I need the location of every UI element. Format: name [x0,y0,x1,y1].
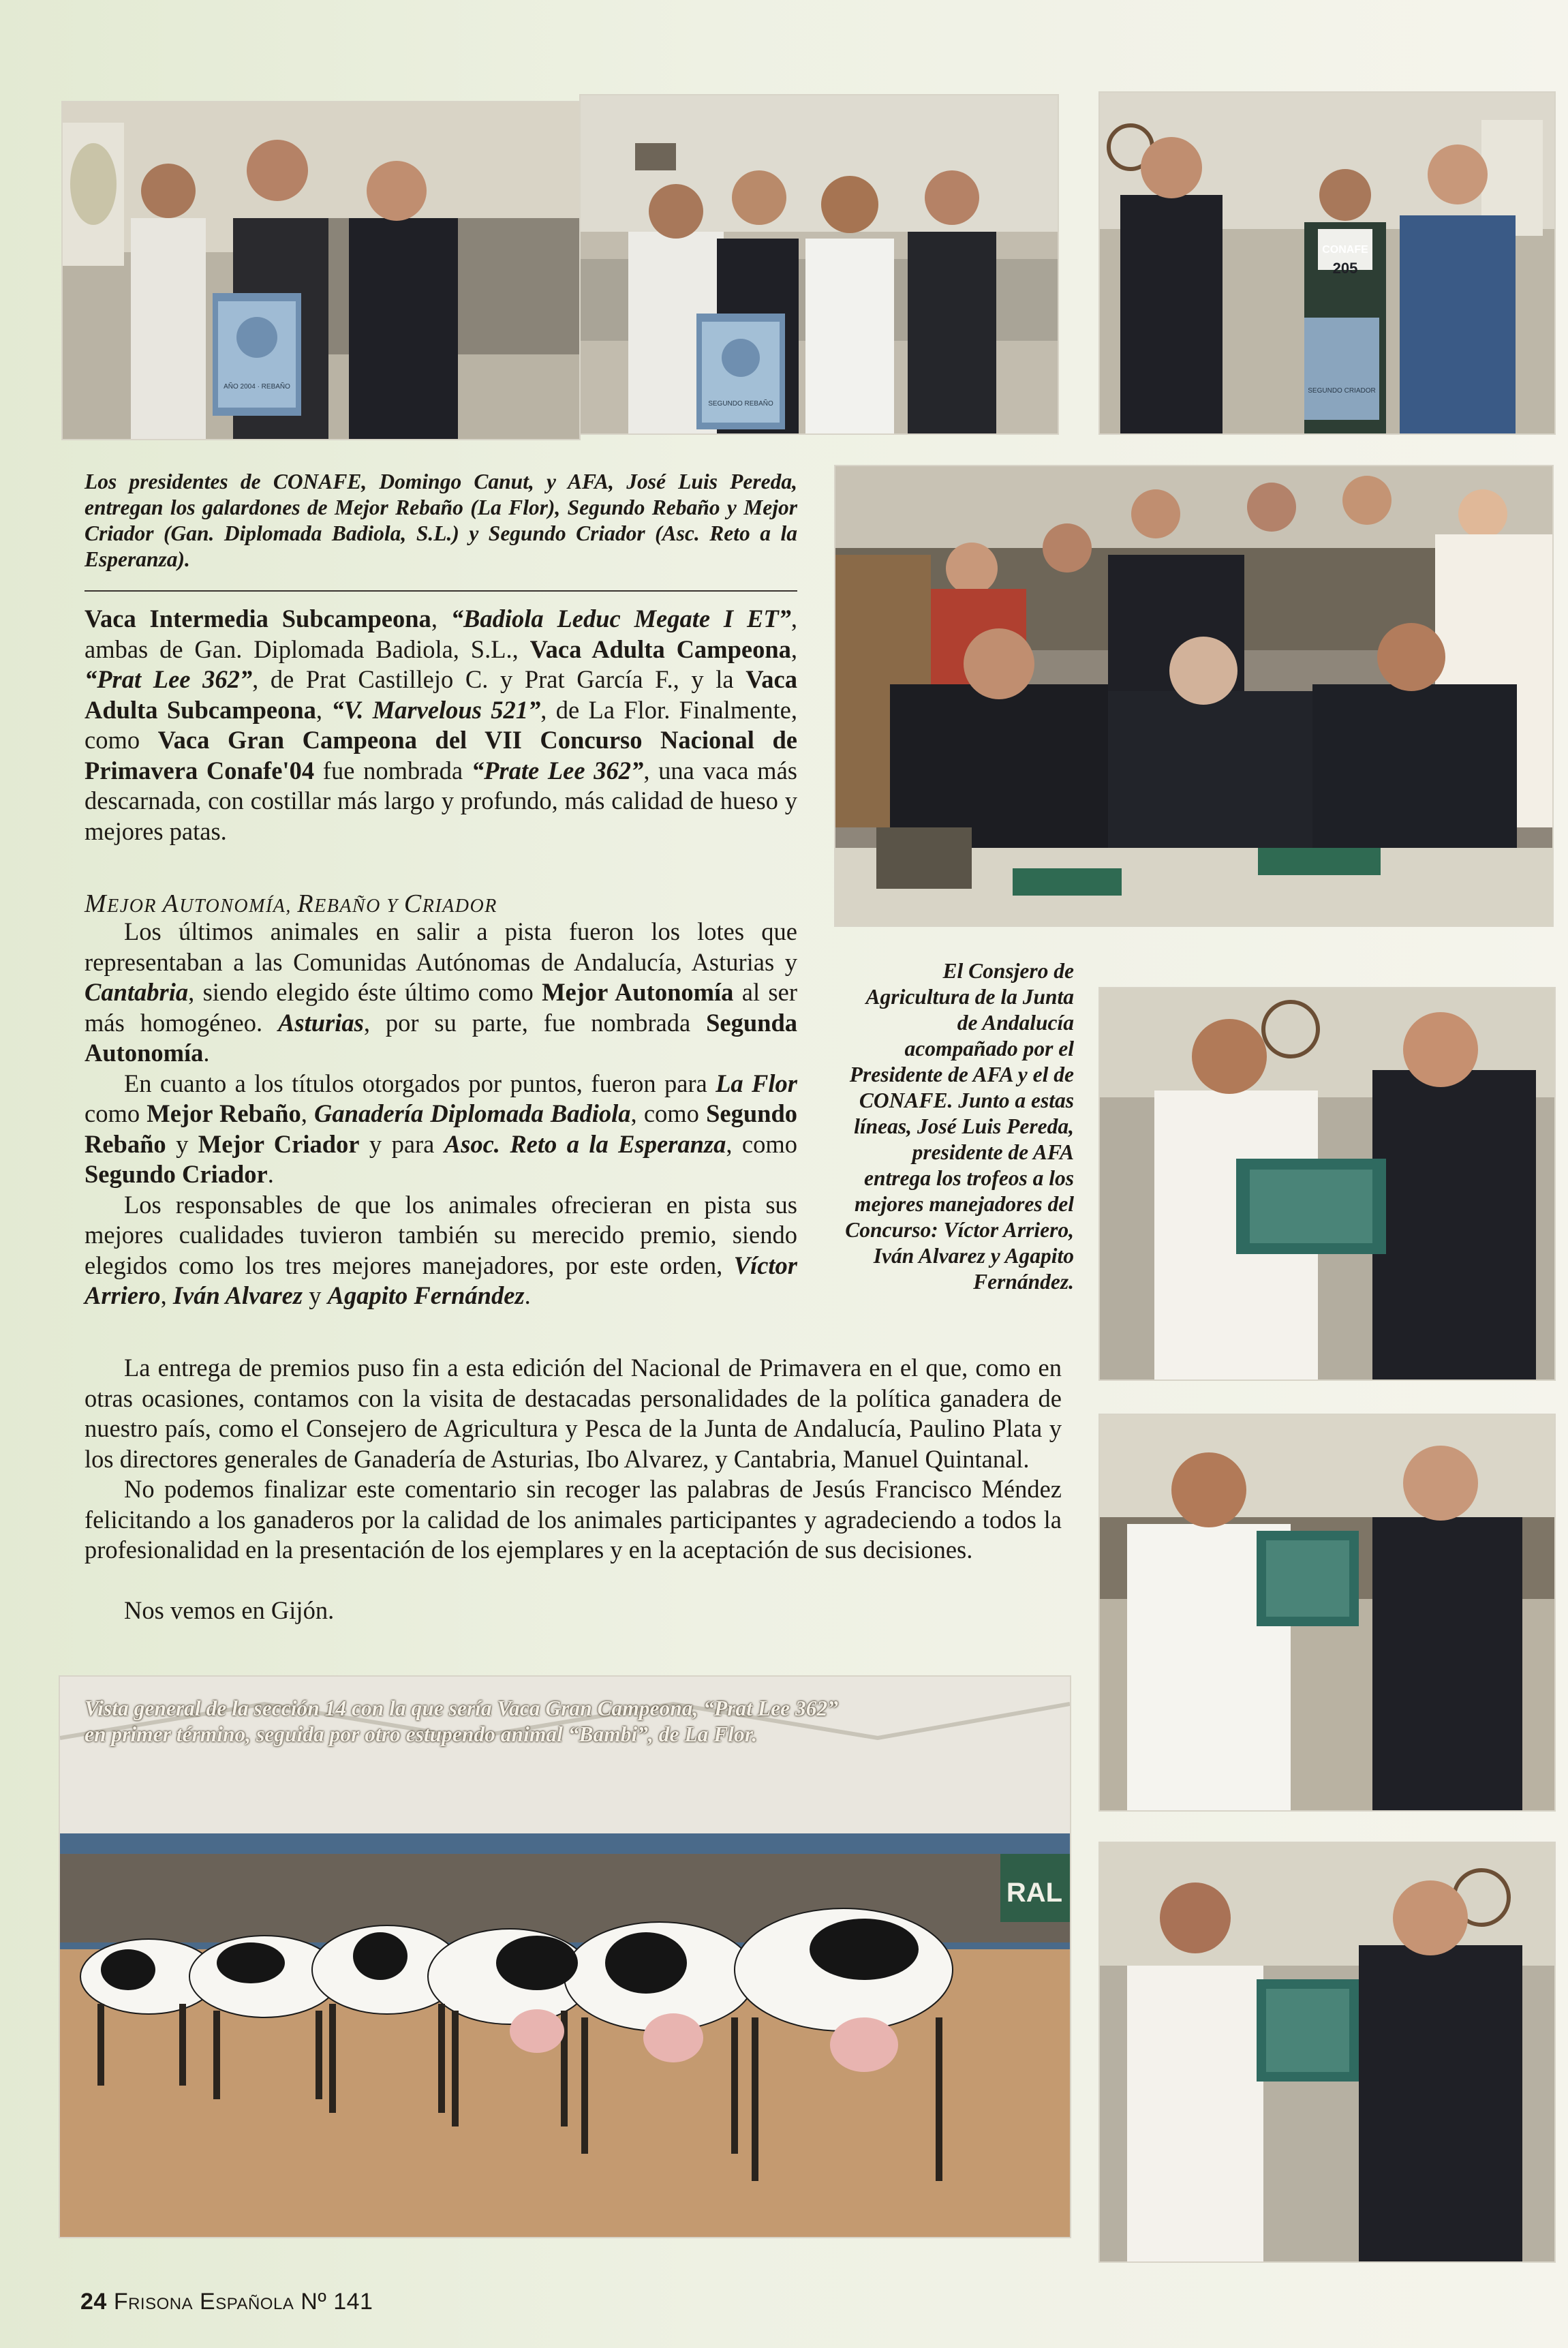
heading-part: EBAÑO Y [314,896,404,917]
intro-s15: “Prate Lee 362” [471,756,644,784]
intro-s8: , de Prat Castillejo C. y Prat García F., y la [252,665,746,693]
text-run: Víctor Arriero [84,1251,797,1309]
column-left-text [84,917,797,1311]
text-run: , por su parte, fue nombrada [363,1008,707,1037]
intro-s11: “V. Marvelous 521” [331,695,541,724]
arena-sign-text: RAL [1006,1878,1063,1908]
column-wide-text [84,1353,1062,1566]
photo-trophy-handler-1 [1098,987,1556,1381]
caption-top-photos: Los presidentes de CONAFE, Domingo Canut, y AFA, José Luis Pereda, entregan los galardones de Mejor Rebaño (La Flor), Segundo Rebaño y Mejor Criador (Gan. Diplomada Badiola, S.L.) y Segundo Criador (Asc. Reto a la Esperanza). [84,470,797,571]
caption-right-photos: El Consjero de Agricultura de la Junta de Andalucía acompañado por el Presidente de AFA y el de CONAFE. Junto a estas líneas, José Luis Pereda, presidente de AFA entrega los trofeos a los mejores manejadores del Concurso: Víctor Arriero, Iván Alvarez y Agapito Fernández. [845,959,1074,1294]
caption-divider [84,590,797,592]
intro-s14: fue nombrada [314,756,472,784]
text-run: Mejor Rebaño [147,1099,301,1127]
text-run: Segunda Autonomía [84,1008,798,1067]
text-run: En cuanto a los títulos otorgados por puntos, fueron para [124,1069,716,1097]
text-run: , siendo elegido éste último como [188,978,542,1006]
text-run: y [303,1281,328,1309]
heading-part: C [403,889,422,918]
paragraph-autonomia [84,917,797,1069]
text-run: Ganadería Diplomada Badiola [314,1099,631,1127]
intro-s16: , una vaca más descarnada, con costillar más largo y profundo, más calidad de hueso y mejores patas. [84,756,797,845]
text-run: al ser más homogéneo. [84,978,797,1037]
intro-s3: “Badiola Leduc Megate I ET” [450,605,791,632]
banner-text-a: AÑO 2004 · REBAÑO [224,383,290,391]
photo-officials-seated [834,465,1554,927]
text-run: Asoc. Reto a la Esperanza [444,1129,726,1158]
text-run: y para [359,1129,444,1158]
heading-part: M [84,889,108,918]
text-run: , como [726,1129,798,1158]
photo-trophy-handler-2 [1098,1414,1556,1812]
vest-conafe-text: CONAFE [1322,244,1368,256]
paragraph-finalizar: No podemos finalizar este comentario sin recoger las palabras de Jesús Francisco Méndez felicitando a los ganaderos por la calidad de los animales participantes y agradeciendo a todos la profesionalidad en la presentación de los ejemplares y en la aceptación de sus decisiones. [84,1475,1062,1564]
paragraph-closing: Nos vemos en Gijón. [124,1596,335,1624]
text-run: La Flor [716,1069,797,1097]
text-run: Cantabria [84,978,189,1006]
intro-s7: “Prat Lee 362” [84,665,253,693]
banner-text-c: SEGUNDO CRIADOR [1308,387,1376,395]
photo-award-best-herd [61,101,581,440]
caption-cows-line-1: Vista general de la sección 14 con la que sería Vaca Gran Campeona, “Prat Lee 362” [84,1696,838,1720]
intro-s13: Vaca Gran Campeona del VII Concurso Nacional de Primavera Conafe'04 [84,726,798,784]
photo-trophy-handler-3 [1098,1842,1556,2263]
issue-number: Nº 141 [301,2289,373,2315]
photo-award-second-herd [579,94,1059,435]
page-footer [80,2289,373,2315]
text-run: , [301,1099,315,1127]
text-run: Mejor Autonomía [542,978,734,1006]
text-run: Mejor Criador [198,1129,360,1158]
page-number: 24 [80,2289,107,2315]
text-run: Segundo Rebaño [84,1099,797,1158]
text-run: Agapito Fernández [327,1281,525,1309]
text-run: . [203,1039,210,1067]
intro-s4: , ambas de Gan. Diplomada Badiola, S.L., [84,605,797,663]
intro-s10: , [316,695,332,724]
intro-s2: , [431,605,451,632]
text-run: Asturias [278,1008,364,1037]
photo-section-14-cows [59,1675,1071,2238]
intro-s12: , de La Flor. Finalmente, como [84,695,797,754]
paragraph-manejadores [84,1190,797,1311]
paragraph-entrega: La entrega de premios puso fin a esta edición del Nacional de Primavera en el que, como en otras ocasiones, contamos con la visita de destacadas personalidades de la política ganadera de nuestro país, como el Consejero de Agricultura y Pesca de la Junta de Andalucía, Paulino Plata y los directores generales de Ganadería de Asturias, Ibo Alvarez, y Cantabria, Manuel Quintanal. [84,1354,1062,1473]
text-run: , como [630,1099,707,1127]
caption-cows-photo [84,1696,1025,1748]
text-run: Segundo Criador [84,1160,268,1188]
intro-s5: Vaca Adulta Campeona [529,635,791,663]
text-run: Iván Alvarez [172,1281,303,1309]
heading-part: EJOR [107,896,163,917]
banner-text-b: SEGUNDO REBAÑO [708,400,773,408]
text-run: . [524,1281,531,1309]
heading-part: RIADOR [422,896,497,917]
intro-s6: , [790,635,798,663]
paragraph-titulos [84,1069,797,1190]
vest-number-text: 205 [1332,260,1358,277]
text-run: . [267,1160,274,1188]
heading-part: R [297,889,315,918]
text-run: , [160,1281,173,1309]
caption-cows-line-2: en primer término, seguida por otro estupendo animal “Bambi”, de La Flor. [84,1722,758,1746]
heading-part: UTONOMÍA, [179,896,298,917]
text-run: y [166,1129,198,1158]
paragraph-intro [84,604,797,847]
intro-s1: Vaca Intermedia Subcampeona [84,605,431,632]
text-run: Los últimos animales en salir a pista fueron los lotes que representaban a las Comunidas Autónomas de Andalucía, Asturias y [84,917,797,976]
text-run: Los responsables de que los animales ofrecieran en pista sus mejores cualidades tuvieron también su merecido premio, siendo elegidos como los tres mejores manejadores, por este orden, [84,1190,797,1279]
photo-award-second-breeder [1098,91,1556,435]
magazine-name: Frisona Española [113,2289,294,2315]
text-run: como [84,1099,147,1127]
intro-s9: Vaca Adulta Subcampeona [84,665,797,724]
heading-part: A [162,889,180,918]
